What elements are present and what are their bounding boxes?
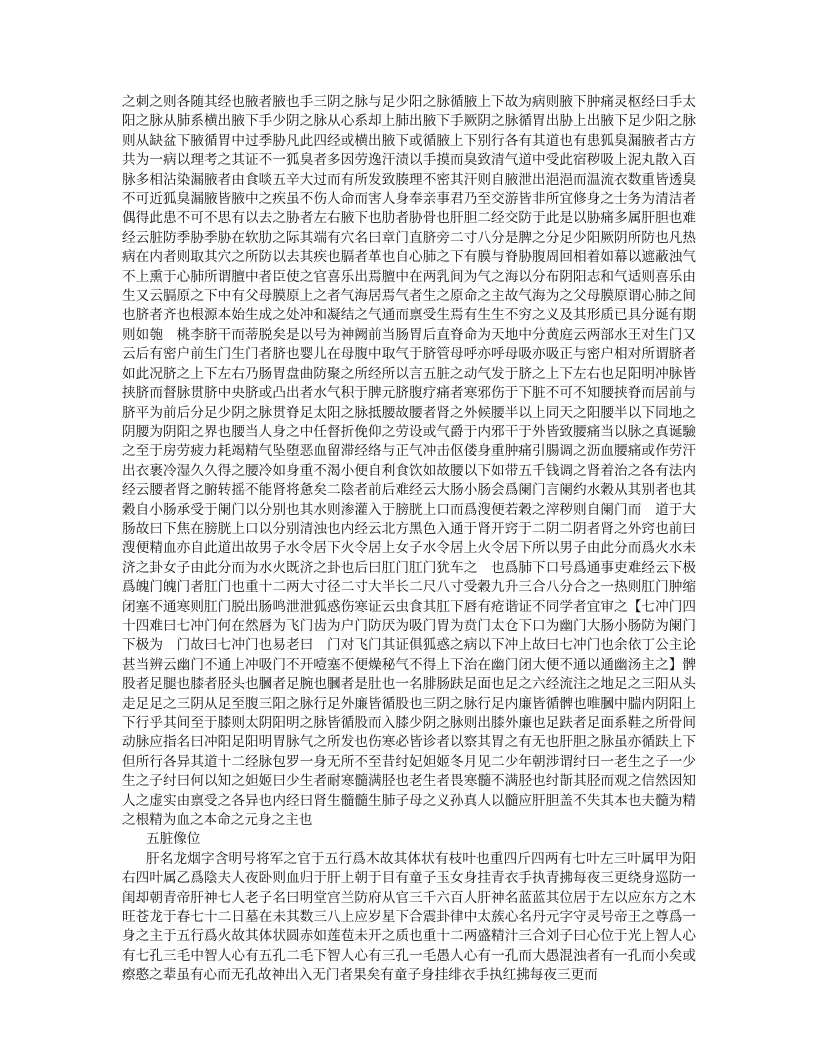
document-body xyxy=(122,93,696,986)
section-heading: 五脏像位 xyxy=(146,831,201,848)
body-paragraph: 之刺之则各随其经也腋者腋也手三阴之脉与足少阳之脉循腋上下故为病则腋下肿痛灵枢经曰手太阳之脉从肺系横出腋下手少阴之脉从心系却上肺出腋下手厥阴之脉循胃出胁上出腋下足少阳之脉则从缺盆下腋循胃中过季胁凡此四经或横出腋下或循腋上下别行各有其道也有患狐臭漏腋者古方共为一病以理考之其证不一狐臭者多因劳逸汗渍以手摸而臭致清气道中受此宿秽吸上泥丸散入百脉多相沾染漏腋者由食啖五辛大过而有所发致腠理不密其汗则自腋泄出浥浥而温流衣数重皆透臭不可近狐臭漏腋皆腋中之疾虽不伤人命而害人身奉亲事君乃至交游皆非所宜修身之士务为清洁者偶得此患不可不思有以去之胁者左右腋下也肋者胁骨也肝胆二经交防于此是以胁痛多属肝胆也难经云脏防季胁季胁在软肋之际其端有穴名曰章门直脐旁二寸八分是脾之分足少阳厥阴所防也凡热病在内者则取其穴之所防以去其疾也膈者革也自心肺之下有膜与脊胁腹周回相着如幕以遮蔽浊气不上熏于心肺所谓膻中者臣使之官喜乐出焉膻中在两乳间为气之海以分布阴阳志和气适则喜乐由生又云膈原之下中有父母膜原上之者气海居焉气者生之原命之主故气海为之父母膜原谓心肺之间也脐者齐也根源本始生成之处冲和凝结之气通而禀受生焉有生生不穷之义及其形质已具分诞有期则如匏 桃李脐干而蒂脱矣是以号为神阙前当肠胃后直脊命为天地中分黄庭云两部水王对生门又云后有密户前生门生门者脐也婴儿在母腹中取气于脐管母呼亦呼母吸亦吸正与密户相对所谓脐者如此况脐之上下左右乃肠胃盘曲防聚之所经所以言五脏之动气发于脐之上下左右也足阳明冲脉皆挟脐而督脉贯脐中央脐或凸出者水气积于脾元脐腹疗痛者寒邪伤于下脏不可不知腰挟脊而居前与脐平为前后分足少阴之脉贯脊足太阳之脉抵腰故腰者肾之外候腰半以上同天之阳腰半以下同地之阴腰为阴阳之界也腰当人身之中任督折俛仰之劳设或气爵于内邪干于外皆致腰痛当以脉之真诞驗之至于房劳疲力耗竭精气坠堕恶血留滞经络与正气冲击伛偻身重肿痛引腸调之沥血腰痛或作劳汗出衣裹冷湿久久得之腰冷如身重不渴小便自利食饮如故腰以下如带五千钱调之肾着治之各有法内经云腰者肾之腑转摇不能肾将惫矣二陰者前后难经云大肠小肠会爲阑门言阑约水穀从其别者也其穀自小肠承受于阑门以分别也其水则渗灌入于膀胱上口而爲溲便若穀之滓秽则自阑门而 道于大肠故曰下焦在膀胱上口以分别清浊也内经云北方黑色入通于肾开窍于二阴二阴者肾之外窍也前曰溲便精血亦自此道出故男子水令居下火令居上女子水令居上火令居下所以男子由此分而爲火水未济之卦女子由此分而为水火既济之卦也后曰肛门肛门犹车之 也爲肺下口号爲通事吏难经云下极爲魄门魄门者肛门也重十二两大寸径二寸大半长二尺八寸受穀九升三合八分合之一热则肛门肿缩闭塞不通寒则肛门脱出肠鸣泄泄狐惑伤寒证云虫食其肛下唇有疮谐证不同学者宜审之【七冲门四十四难曰七冲门何在然唇为飞门齿为户门防厌为吸门胃为贲门太仓下口为幽门大肠小肠防为阑门下极为 门故曰七冲门也易老曰 门对飞门其证俱狐惑之病以下冲上故曰七冲门也余依丁公主论甚当辨云幽门不通上冲吸门不开噎塞不便燥秘气不得上下治在幽门闭大便不通以通幽汤主之】髀股者足腿也膝者胫头也膕者足腕也膕者是肚也一名腓肠趺足面也足之六经流注之地足之三阳从头走足足之三阴从足至腹三阳之脉行足外廉皆循股也三阴之脉行足内廉皆循髀也唯膕中腨内阴阳上下行乎其间至于膝则太阴阳明之脉皆循股而入膝少阴之脉则出膝外廉也足趺者足面系鞋之所骨间动脉应指名曰冲阳足阳明胃脉气之所发也伤寒必皆诊者以察其胃之有无也肝胆之脉虽亦循趺上下但所行各异其道十二经脉包罗一身无所不至昔纣妃妲姬冬月见二少年朝涉谓纣曰一老生之子一少生之子纣曰何以知之妲姬曰少生者耐寒髓满胫也老生者畏寒髓不满胫也纣斮其胫而观之信然因知人之虚实由禀受之各异也内经曰肾生髓髓生肺子母之义孙真人以髓应肝胆盖不失其本也夫髓为精之根精为血之本命之元身之主也 xyxy=(122,94,696,829)
body-paragraph: 肝名龙烟字含明号将军之官于五行爲木故其体状有枝叶也重四斤四两有七叶左三叶属甲为阳右四叶属乙爲陰夫人夜卧则血归于肝上朝于目有童子玉女身挂青衣手执青拂每夜三更绕身巡防一闺却朝青帝肝神七人老子名曰明堂宫兰防府从官三千六百人肝神名蓝蓝其位居于左以应东方之木旺苍龙于春七十二日墓在未其数三八上应岁星下合震卦律中太蔟心名丹元字守灵号帝王之尊爲一身之主于五行爲火故其体状圆赤如莲苞未开之质也重十二两盛精汁三合刘子曰心位于光上智人心有七孔三毛中智人心有五孔二毛下智人心有三孔一毛愚人心有一孔而大愚混浊者有一孔而小矣或瘵憨之辈虽有心而无孔故神出入无门者果矣有童子身挂绯衣手执红拂每夜三更而 xyxy=(122,850,696,984)
